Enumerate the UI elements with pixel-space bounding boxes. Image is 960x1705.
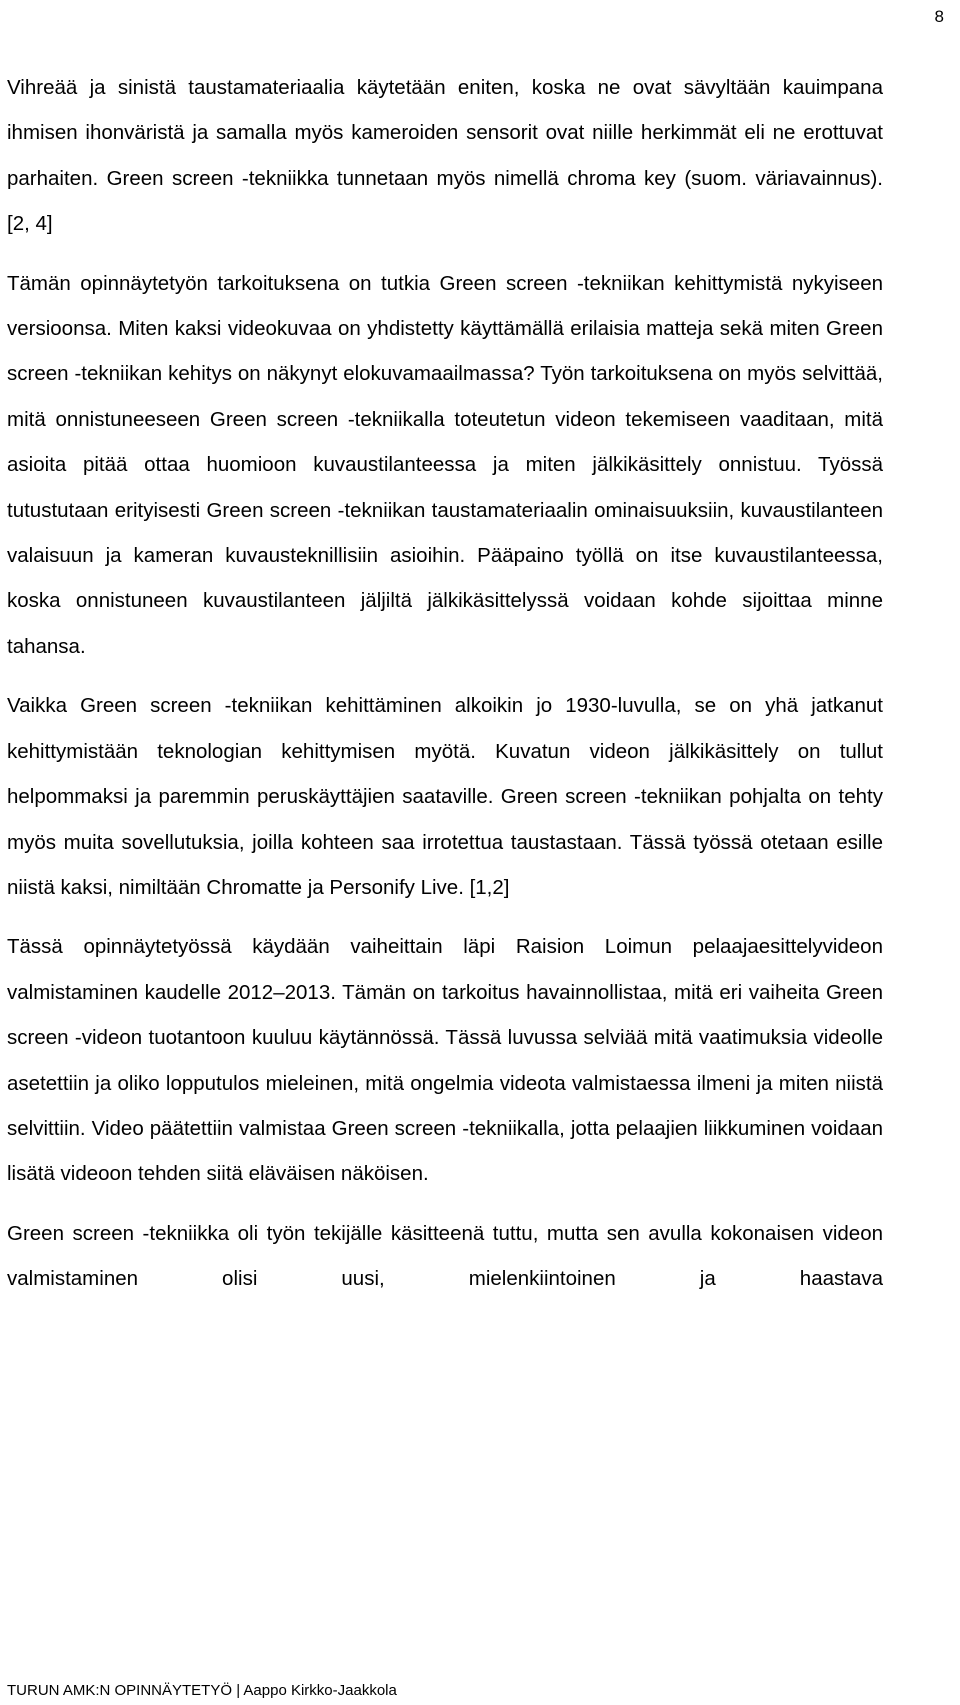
page-number: 8 xyxy=(934,7,944,26)
body-text xyxy=(7,65,883,1316)
page-footer: TURUN AMK:N OPINNÄYTETYÖ | Aappo Kirkko-Jaakkola xyxy=(7,1682,397,1699)
paragraph: Vaikka Green screen -tekniikan kehittäminen alkoikin jo 1930-luvulla, se on yhä jatkanut kehittymistään teknologian kehittymisen myötä. Kuvatun videon jälkikäsittely on tullut helpommaksi ja paremmin peruskäyttäjien saataville. Green screen -tekniikan pohjalta on tehty myös muita sovellutuksia, joilla kohteen saa irrotettua taustastaan. Tässä työssä otetaan esille niistä kaksi, nimiltään Chromatte ja Personify Live. [1,2] xyxy=(7,694,883,899)
paragraph: Green screen -tekniikka oli työn tekijälle käsitteenä tuttu, mutta sen avulla kokonaisen videon valmistaminen olisi uusi, mielenkiintoinen ja haastava xyxy=(7,1221,883,1291)
paragraph: Tämän opinnäytetyön tarkoituksena on tutkia Green screen -tekniikan kehittymistä nykyiseen versioonsa. Miten kaksi videokuvaa on yhdistetty käyttämällä erilaisia matteja sekä miten Green screen -tekniikan kehitys on näkynyt elokuvamaailmassa? Työn tarkoituksena on myös selvittää, mitä onnistuneeseen Green screen -tekniikalla toteutetun videon tekemiseen vaaditaan, mitä asioita pitää ottaa huomioon kuvaustilanteessa ja miten jälkikäsittely onnistuu. Työssä tutustutaan erityisesti Green screen -tekniikan taustamateriaalin ominaisuuksiin, kuvaustilanteen valaisuun ja kameran kuvausteknillisiin asioihin. Pääpaino työllä on itse kuvaustilanteessa, koska onnistuneen kuvaustilanteen jäljiltä jälkikäsittelyssä voidaan kohde sijoittaa minne tahansa. xyxy=(7,271,883,658)
paragraph: Vihreää ja sinistä taustamateriaalia käytetään eniten, koska ne ovat sävyltään kauimpana ihmisen ihonväristä ja samalla myös kameroiden sensorit ovat niille herkimmät eli ne erottuvat parhaiten. Green screen -tekniikka tunnetaan myös nimellä chroma key (suom. väriavainnus). [2, 4] xyxy=(7,76,883,236)
paragraph: Tässä opinnäytetyössä käydään vaiheittain läpi Raision Loimun pelaajaesittelyvideon valmistaminen kaudelle 2012–2013. Tämän on tarkoitus havainnollistaa, mitä eri vaiheita Green screen -videon tuotantoon kuuluu käytännössä. Tässä luvussa selviää mitä vaatimuksia videolle asetettiin ja oliko lopputulos mieleinen, mitä ongelmia videota valmistaessa ilmeni ja miten niistä selvittiin. Video päätettiin valmistaa Green screen -tekniikalla, jotta pelaajien liikkuminen voidaan lisätä videoon tehden siitä eläväisen näköisen. xyxy=(7,935,883,1186)
